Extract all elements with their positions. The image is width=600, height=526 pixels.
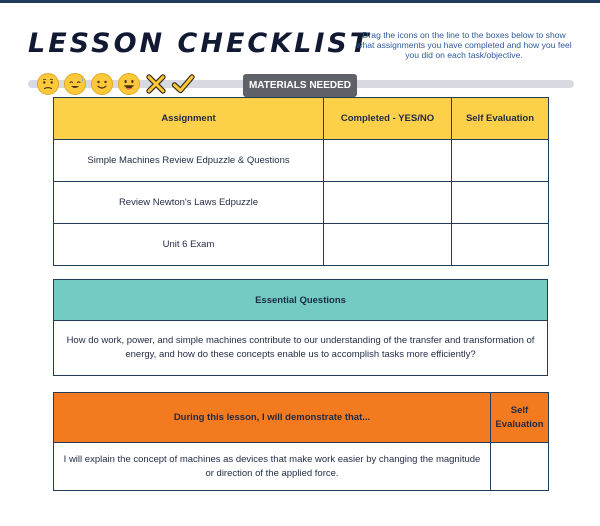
essential-question-text: How do work, power, and simple machines contribute to our understanding of the transfer and transformation of energy, and how do these concepts enable us to accomplish tasks more efficiently? bbox=[54, 321, 548, 376]
table-row bbox=[54, 224, 549, 266]
top-rule bbox=[0, 0, 600, 3]
instructions-text: Drag the icons on the line to the boxes below to show what assignments you have completed and how you feel you did on each task/objective. bbox=[356, 30, 572, 60]
draggable-icon-row bbox=[36, 72, 195, 96]
self-evaluation-drop-cell[interactable] bbox=[452, 140, 549, 182]
checkmark-icon[interactable] bbox=[171, 72, 195, 96]
table-row bbox=[54, 443, 549, 491]
self-evaluation-drop-cell[interactable] bbox=[452, 224, 549, 266]
x-mark-icon[interactable] bbox=[144, 72, 168, 96]
essential-questions-header: Essential Questions bbox=[54, 280, 548, 321]
sweat-smile-face-icon[interactable] bbox=[63, 72, 87, 96]
table-row bbox=[54, 182, 549, 224]
assignment-cell: Unit 6 Exam bbox=[54, 224, 324, 266]
completed-drop-cell[interactable] bbox=[324, 224, 452, 266]
assignment-header-row bbox=[54, 98, 549, 140]
completed-drop-cell[interactable] bbox=[324, 140, 452, 182]
assignment-table bbox=[53, 97, 549, 266]
grin-face-icon[interactable] bbox=[117, 72, 141, 96]
essential-questions-table bbox=[53, 279, 548, 376]
completed-column-header: Completed - YES/NO bbox=[324, 98, 452, 140]
self-evaluation-column-header: Self Evaluation bbox=[452, 98, 549, 140]
completed-drop-cell[interactable] bbox=[324, 182, 452, 224]
objectives-header: During this lesson, I will demonstrate that... bbox=[54, 393, 491, 443]
objectives-self-evaluation-header: Self Evaluation bbox=[491, 393, 549, 443]
self-evaluation-drop-cell[interactable] bbox=[452, 182, 549, 224]
objectives-table bbox=[53, 392, 549, 491]
materials-needed-button[interactable]: MATERIALS NEEDED bbox=[243, 74, 357, 97]
table-row bbox=[54, 140, 549, 182]
worried-face-icon[interactable] bbox=[36, 72, 60, 96]
assignment-cell: Review Newton's Laws Edpuzzle bbox=[54, 182, 324, 224]
smile-face-icon[interactable] bbox=[90, 72, 114, 96]
objective-self-evaluation-drop-cell[interactable] bbox=[491, 443, 549, 491]
objective-text: I will explain the concept of machines as devices that make work easier by changing the magnitude or direction of the applied force. bbox=[54, 443, 491, 491]
assignment-cell: Simple Machines Review Edpuzzle & Questions bbox=[54, 140, 324, 182]
assignment-column-header: Assignment bbox=[54, 98, 324, 140]
page-title: LESSON CHECKLIST bbox=[28, 28, 372, 59]
